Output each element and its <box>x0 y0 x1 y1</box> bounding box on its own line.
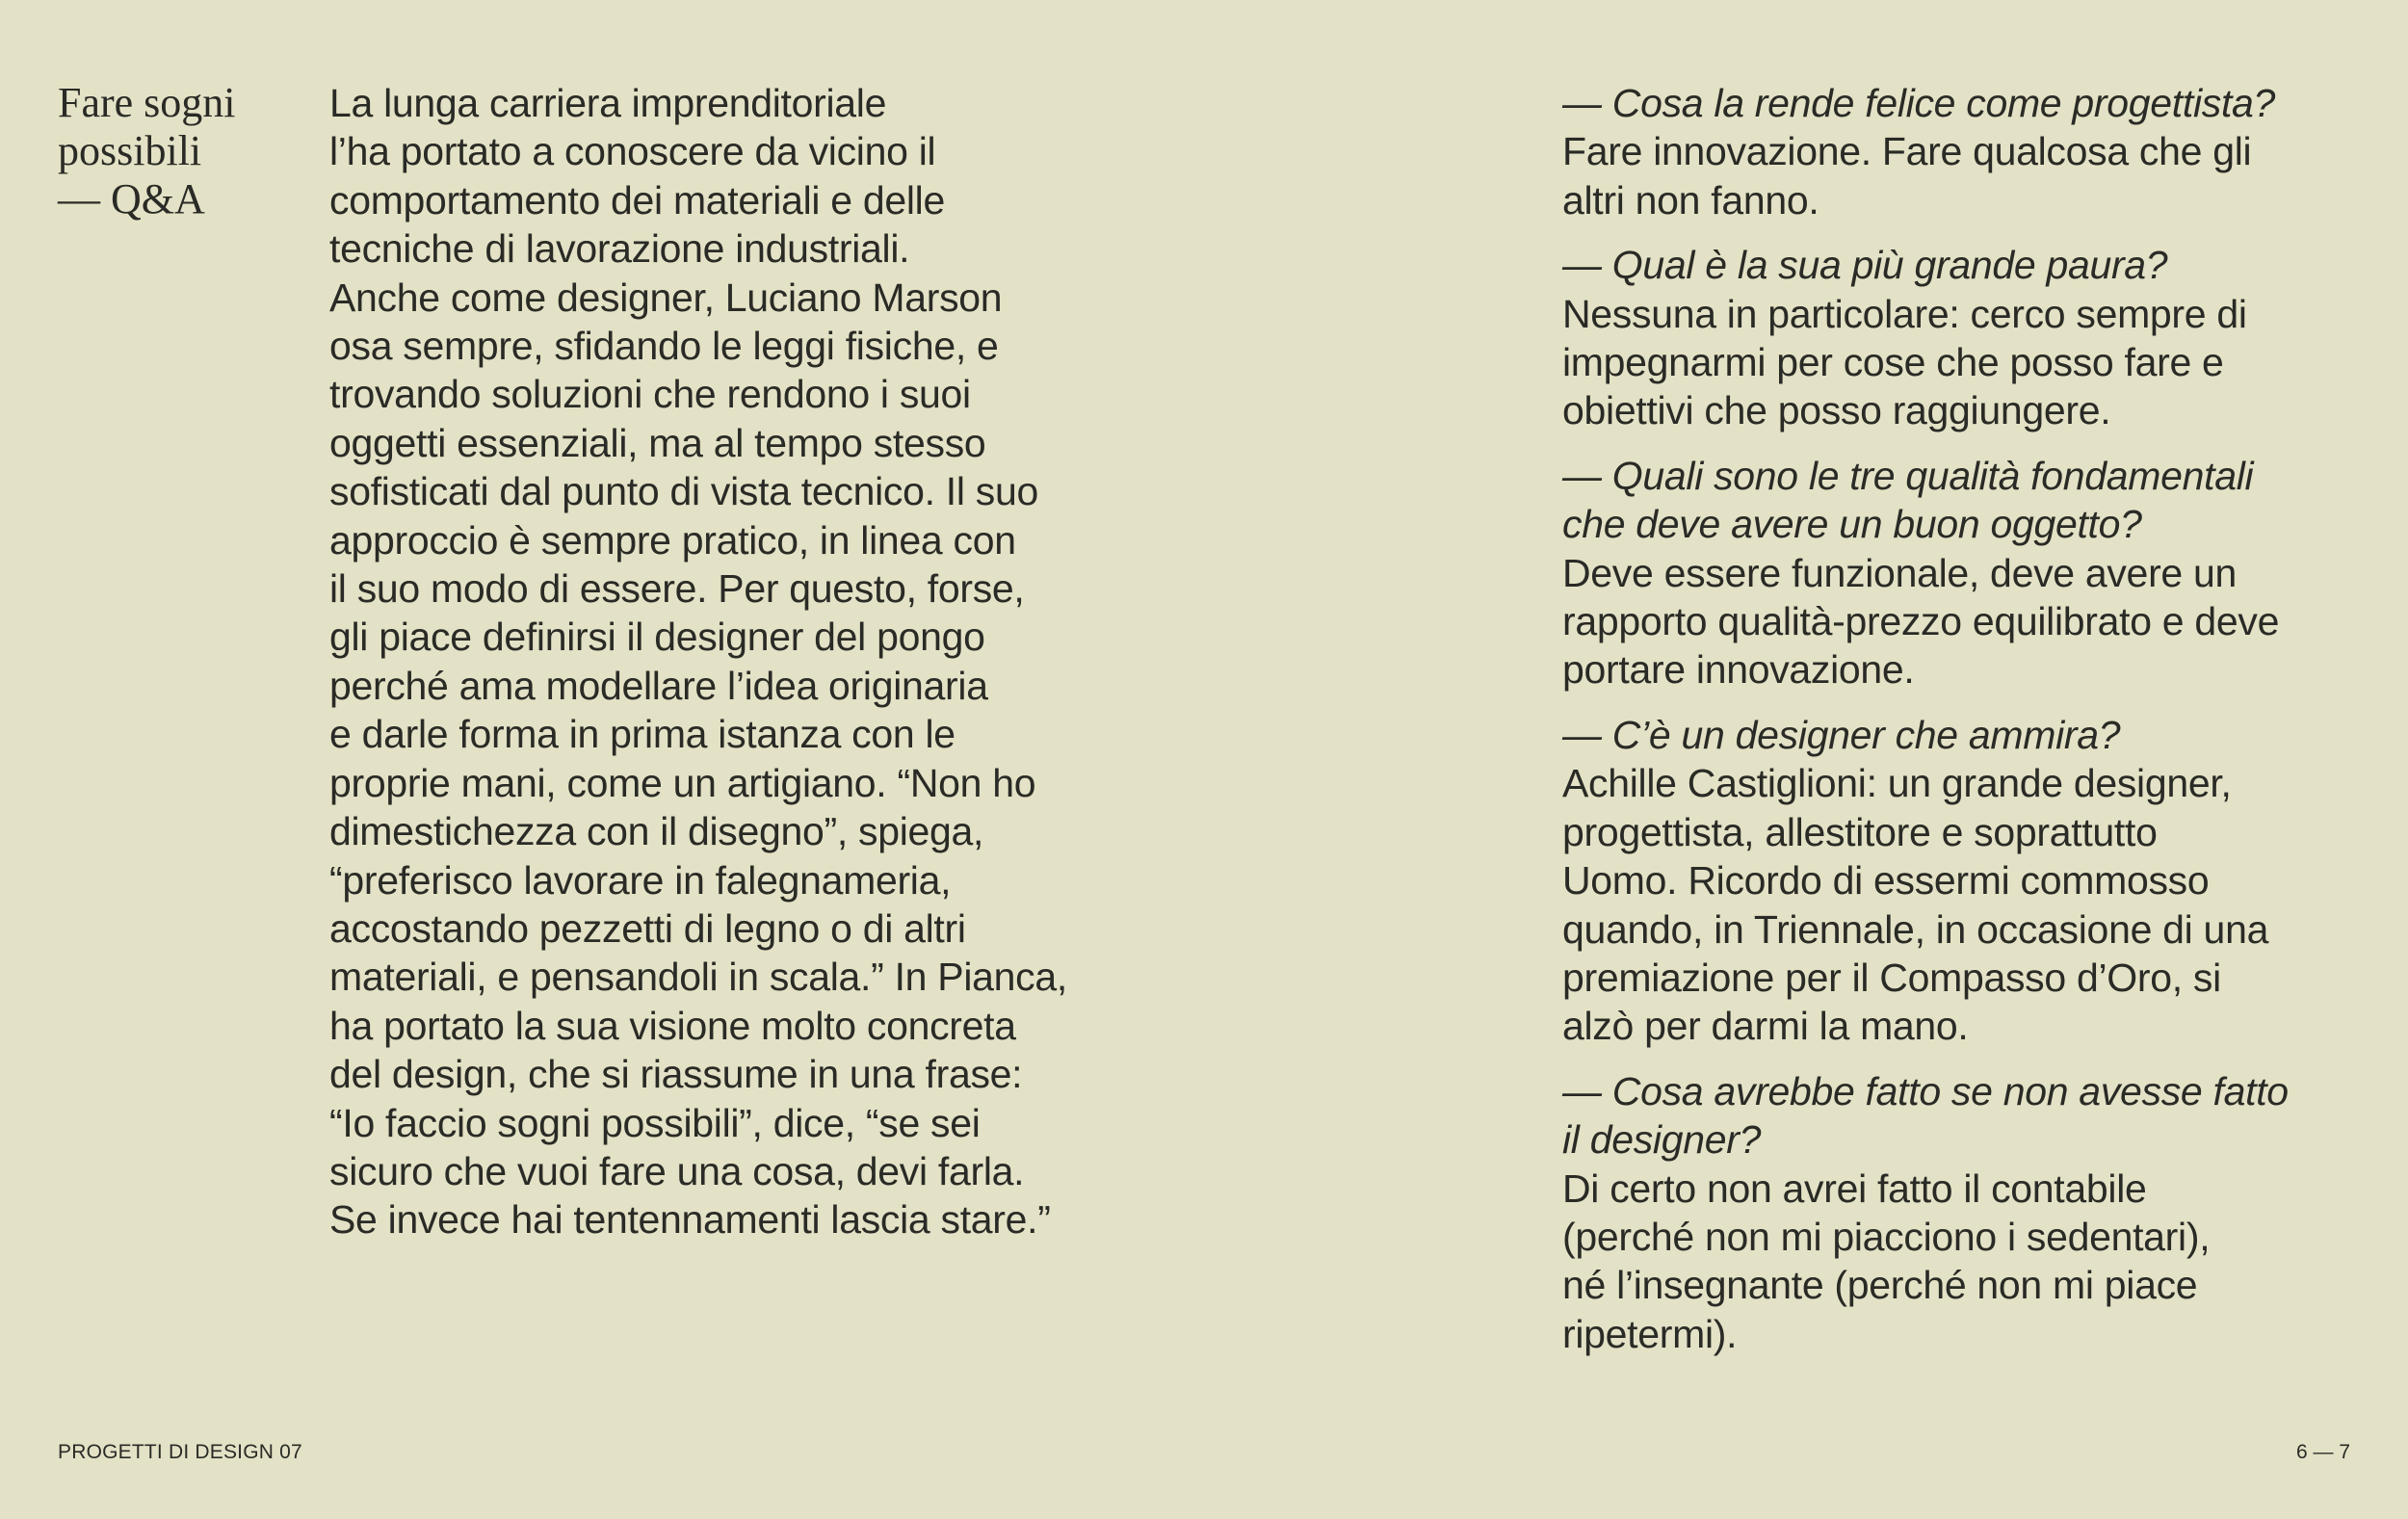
body-line: perché ama modellare l’idea originaria <box>329 663 988 708</box>
body-line: Se invece hai tentennamenti lascia stare.” <box>329 1197 1051 1243</box>
question-line: — Cosa la rende felice come progettista? <box>1562 81 2276 125</box>
section-title-line: Fare sogni <box>58 79 236 126</box>
body-line: accostando pezzetti di legno o di altri <box>329 905 966 951</box>
body-line: Anche come designer, Luciano Marson <box>329 275 1003 320</box>
answer-line: Di certo non avrei fatto il contabile <box>1562 1165 2147 1211</box>
body-line: osa sempre, sfidando le leggi fisiche, e <box>329 324 999 369</box>
qa-item <box>1562 1067 2391 1358</box>
body-line: il suo modo di essere. Per questo, forse, <box>329 566 1025 612</box>
answer-line: rapporto qualità-prezzo equilibrato e deve <box>1562 599 2280 644</box>
answer-line: Uomo. Ricordo di essermi commosso <box>1562 858 2210 904</box>
body-line: sicuro che vuoi fare una cosa, devi farla. <box>329 1148 1025 1193</box>
body-line: ha portato la sua visione molto concreta <box>329 1003 1016 1048</box>
publication-footer: PROGETTI DI DESIGN 07 <box>58 1441 302 1463</box>
question-line: — Qual è la sua più grande paura? <box>1562 243 2168 288</box>
answer-line: quando, in Triennale, in occasione di una <box>1562 906 2269 952</box>
answer-line: Nessuna in particolare: cerco sempre di <box>1562 291 2247 336</box>
answer-line: Deve essere funzionale, deve avere un <box>1562 550 2238 595</box>
body-line: approccio è sempre pratico, in linea con <box>329 517 1016 563</box>
answer-line: obiettivi che posso raggiungere. <box>1562 388 2111 433</box>
body-line: del design, che si riassume in una frase: <box>329 1052 1023 1097</box>
body-line: sofisticati dal punto di vista tecnico. Il suo <box>329 469 1038 514</box>
qa-item <box>1562 79 2391 224</box>
body-line: La lunga carriera imprenditoriale <box>329 81 887 125</box>
section-title-line: — Q&A <box>58 175 205 223</box>
answer-line: altri non fanno. <box>1562 177 1819 223</box>
body-line: comportamento dei materiali e delle <box>329 177 945 223</box>
answer-line: Fare innovazione. Fare qualcosa che gli <box>1562 129 2252 174</box>
body-line: dimestichezza con il disegno”, spiega, <box>329 809 984 854</box>
answer-line: premiazione per il Compasso d’Oro, si <box>1562 955 2221 1000</box>
body-line: “Io faccio sogni possibili”, dice, “se sei <box>329 1100 981 1145</box>
qa-item <box>1562 452 2391 694</box>
qa-item <box>1562 711 2391 1051</box>
body-line: oggetti essenziali, ma al tempo stesso <box>329 420 986 465</box>
answer-line: progettista, allestitore e soprattutto <box>1562 809 2158 854</box>
answer-line: portare innovazione. <box>1562 647 1915 693</box>
answer-line: né l’insegnante (perché non mi piace <box>1562 1263 2198 1308</box>
body-line: “preferisco lavorare in falegnameria, <box>329 857 952 903</box>
body-line: trovando soluzioni che rendono i suoi <box>329 372 971 417</box>
question-line: — Quali sono le tre qualità fondamentali <box>1562 453 2254 498</box>
qa-item <box>1562 241 2391 435</box>
answer-line: impegnarmi per cose che posso fare e <box>1562 340 2224 385</box>
question-line: il designer? <box>1562 1117 1762 1163</box>
section-title <box>58 79 289 223</box>
body-line: materiali, e pensandoli in scala.” In Pianca, <box>329 955 1067 1000</box>
question-line: che deve avere un buon oggetto? <box>1562 502 2142 547</box>
body-line: gli piace definirsi il designer del pongo <box>329 615 985 660</box>
body-line: e darle forma in prima istanza con le <box>329 712 955 757</box>
question-line: — Cosa avrebbe fatto se non avesse fatto <box>1562 1068 2289 1113</box>
answer-line: ripetermi). <box>1562 1311 1738 1356</box>
qa-column <box>1562 79 2391 1375</box>
body-line: l’ha portato a conoscere da vicino il <box>329 129 936 174</box>
question-line: — C’è un designer che ammira? <box>1562 712 2121 757</box>
intro-text-column <box>329 79 1177 1244</box>
answer-line: (perché non mi piacciono i sedentari), <box>1562 1214 2211 1259</box>
section-title-line: possibili <box>58 127 202 174</box>
body-line: tecniche di lavorazione industriali. <box>329 226 910 272</box>
answer-line: alzò per darmi la mano. <box>1562 1004 1969 1049</box>
page-numbers: 6 — 7 <box>2295 1441 2350 1463</box>
answer-line: Achille Castiglioni: un grande designer, <box>1562 761 2232 806</box>
body-line: proprie mani, come un artigiano. “Non ho <box>329 760 1036 805</box>
